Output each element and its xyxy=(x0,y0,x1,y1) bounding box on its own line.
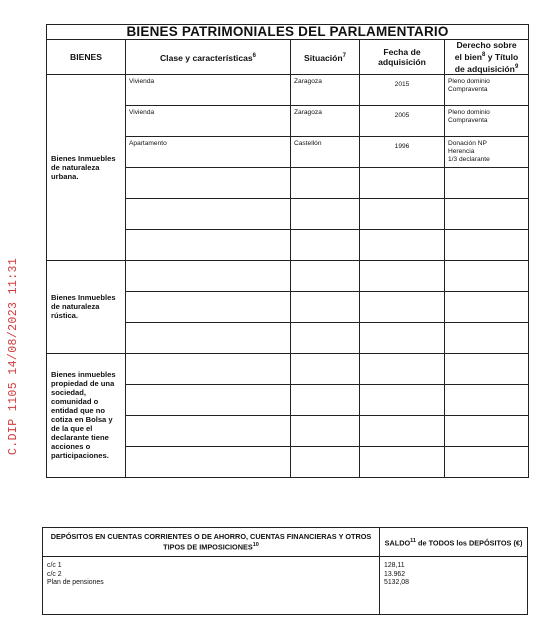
group-label-rustica: Bienes Inmuebles de naturaleza rústica. xyxy=(47,260,126,353)
depositos-saldos xyxy=(380,557,528,615)
header-derecho: Derecho sobre el bien$^8$ y Título de adquisición$^9$ xyxy=(445,40,529,75)
cell-situacion: Castellón xyxy=(291,136,360,167)
depositos-table xyxy=(42,527,528,615)
bienes-table xyxy=(46,24,529,478)
table-row-empty xyxy=(47,353,529,384)
cell-clase: Vivienda xyxy=(126,74,291,105)
header-row xyxy=(47,40,529,75)
group-label-sociedad: Bienes inmuebles propiedad de una sociedad, comunidad o entidad que no cotiza en Bolsa y de la que el declarante tiene acciones o participaciones. xyxy=(47,353,126,477)
depositos-body-row xyxy=(43,557,528,615)
cell-fecha: 1996 xyxy=(360,136,445,167)
cell-situacion: Zaragoza xyxy=(291,74,360,105)
depositos-labels xyxy=(43,557,380,615)
cell-situacion: Zaragoza xyxy=(291,105,360,136)
header-bienes: BIENES xyxy=(47,40,126,75)
group-label-urbana: Bienes Inmuebles de naturaleza urbana. xyxy=(47,74,126,260)
deposito-label: c/c 1 xyxy=(47,562,62,569)
registry-stamp: C.DIP 1105 14/08/2023 11:31 xyxy=(7,257,20,455)
deposito-label: c/c 2 xyxy=(47,570,62,578)
table-row-empty xyxy=(47,260,529,291)
cell-derecho: Pleno dominio Compraventa xyxy=(445,74,529,105)
table-title: BIENES PATRIMONIALES DEL PARLAMENTARIO xyxy=(47,25,529,40)
header-clase: Clase y características$^6$ xyxy=(126,40,291,75)
depositos-header-right: SALDO$^{11}$ de TODOS los DEPÓSITOS (€) xyxy=(380,528,528,557)
header-situacion: Situación$^7$ xyxy=(291,40,360,75)
table-row xyxy=(47,74,529,105)
deposito-saldo: 128,11 xyxy=(384,562,405,569)
cell-derecho: Donación NP Herencia 1/3 declarante xyxy=(445,136,529,167)
deposito-saldo: 13.962 xyxy=(384,570,406,578)
deposito-label: Plan de pensiones xyxy=(47,579,104,586)
cell-clase: Apartamento xyxy=(126,136,291,167)
deposito-saldo: 5132,08 xyxy=(384,579,409,586)
depositos-header-row xyxy=(43,528,528,557)
header-fecha: Fecha de adquisición xyxy=(360,40,445,75)
depositos-header-left: DEPÓSITOS EN CUENTAS CORRIENTES O DE AHORRO, CUENTAS FINANCIERAS Y OTROS TIPOS DE IMPOSICIONES$^{10}$ xyxy=(43,528,380,557)
cell-derecho: Pleno dominio Compraventa xyxy=(445,105,529,136)
cell-clase: Vivienda xyxy=(126,105,291,136)
cell-fecha: 2005 xyxy=(360,105,445,136)
cell-fecha: 2015 xyxy=(360,74,445,105)
